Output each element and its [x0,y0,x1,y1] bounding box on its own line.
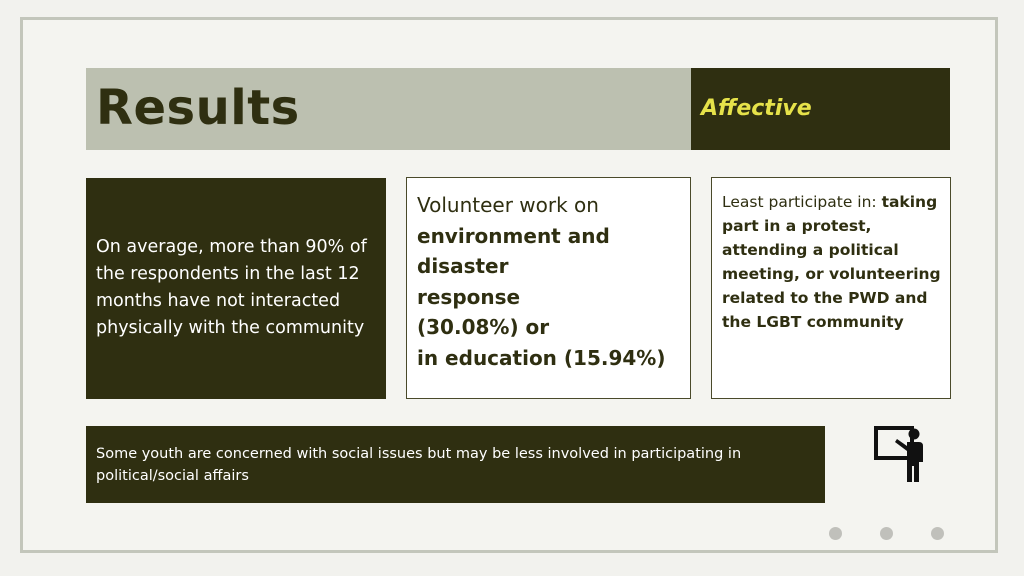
card-middle [406,177,691,399]
nav-dot-1[interactable] [829,527,842,540]
card-middle-bold2: in education (15.94%) [417,345,666,370]
card-left-text: On average, more than 90% of the respondents in the last 12 months have not interacted physically with the community [96,237,367,338]
nav-dot-2[interactable] [880,527,893,540]
summary-text: Some youth are concerned with social issues but may be less involved in participating in political/social affairs [96,446,742,484]
card-right [711,177,951,399]
nav-dot-3[interactable] [931,527,944,540]
card-left [86,178,386,399]
card-right-intro: Least participate in: [722,193,882,211]
card-middle-bold1: environment and disaster response [417,223,610,309]
card-middle-line1: Volunteer work on [417,193,599,217]
summary-box [86,426,825,503]
page-title: Results [96,80,300,136]
section-label: Affective [701,96,812,121]
card-middle-pct1: (30.08%) or [417,315,550,339]
presenter-icon [873,424,927,484]
card-right-bold: taking part in a protest, attending a political meeting, or volunteering related to the PWD and the LGBT community [722,193,941,331]
